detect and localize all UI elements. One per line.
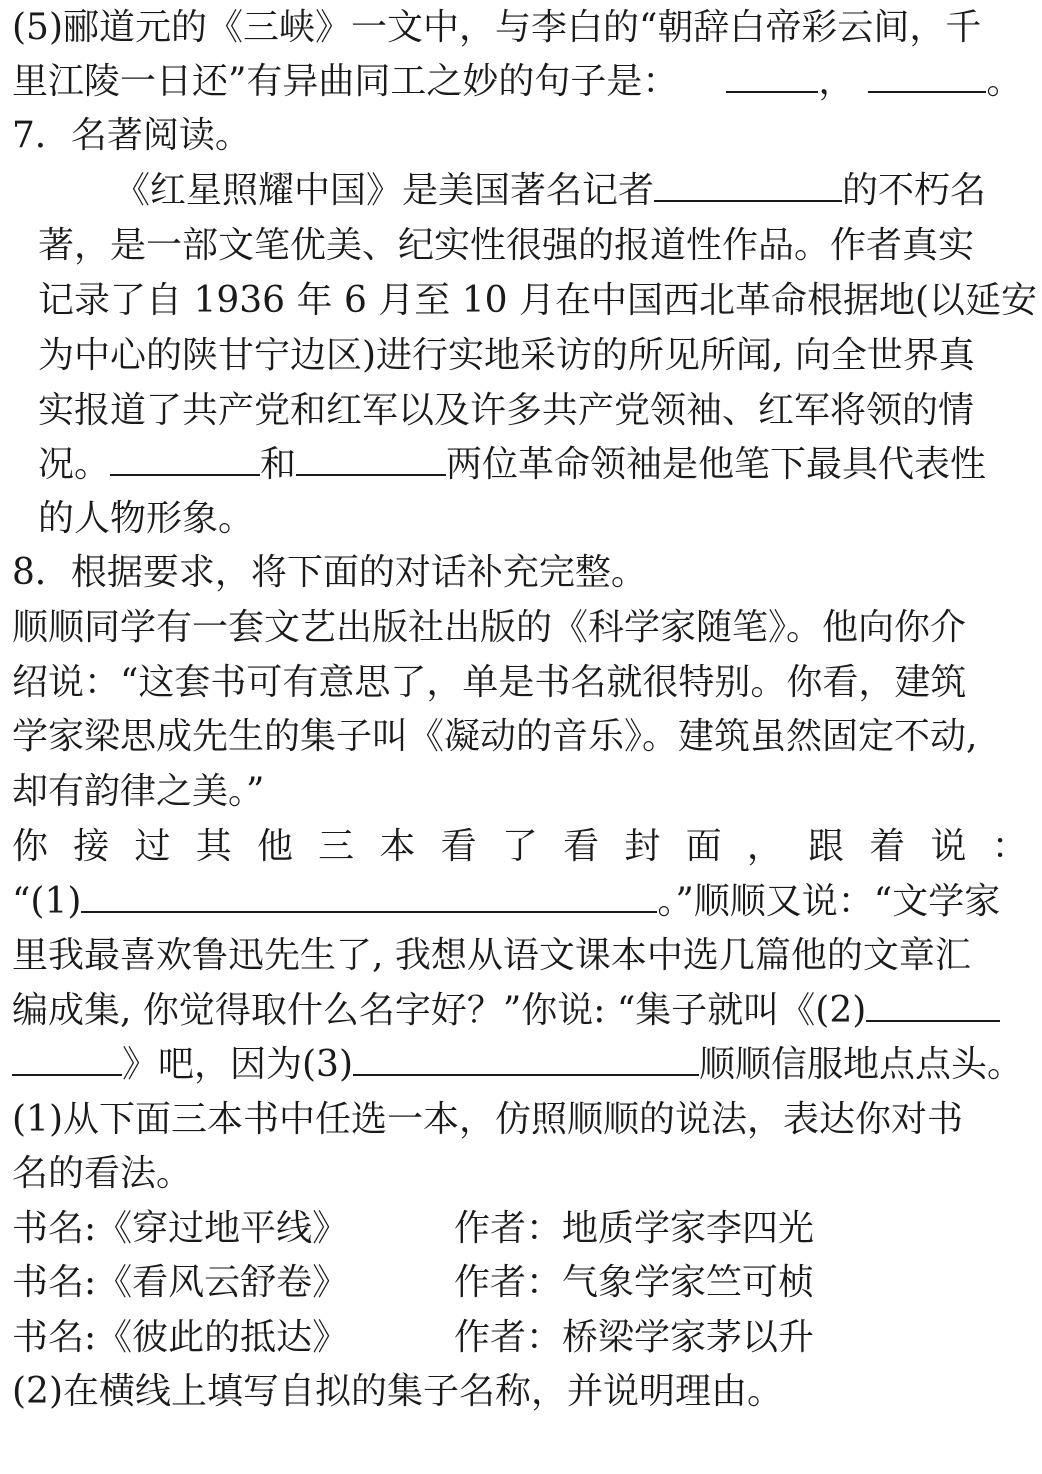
q8-blank-2[interactable] <box>866 990 1000 1022</box>
q8-para-line-3: 学家梁思成先生的集子叫《凝动的音乐》。建筑虽然固定不动, <box>12 716 978 757</box>
book-row <box>12 1261 814 1305</box>
book-title: 书名:《穿过地平线》 <box>12 1208 349 1249</box>
spread-char: 其 <box>195 826 232 867</box>
spread-char: 三 <box>318 826 355 867</box>
q7-header: 7．名著阅读。 <box>12 115 251 156</box>
spread-char: 看 <box>563 826 600 867</box>
q5-end: 。 <box>986 61 1023 102</box>
spread-char: 看 <box>440 826 477 867</box>
spread-char: 接 <box>73 826 110 867</box>
q8-sub1-line-2: 名的看法。 <box>12 1153 193 1194</box>
q7-line-6-a: 况。 <box>38 444 111 485</box>
book-title: 书名:《看风云舒卷》 <box>12 1262 349 1303</box>
q5-blank-1[interactable] <box>726 61 818 93</box>
q8-spread-line <box>12 825 1028 869</box>
q8-para-line-4: 却有韵律之美。” <box>12 771 265 812</box>
q7-line-3: 记录了自 1936 年 6 月至 10 月在中国西北革命根据地(以延安 <box>38 280 1038 321</box>
spread-char: 面 <box>685 826 722 867</box>
q7-blank-leader-1[interactable] <box>110 444 260 476</box>
q8-blank-1[interactable] <box>81 881 657 913</box>
q7-line-2: 著，是一部文笔优美、纪实性很强的报道性作品。作者真实 <box>38 225 975 266</box>
q7-line-1-b: 的不朽名 <box>842 170 987 211</box>
q7-line-1 <box>114 169 986 213</box>
q7-line-6-b: 和 <box>260 444 297 485</box>
book-row <box>12 1316 814 1360</box>
spread-char: 着 <box>869 826 906 867</box>
book-row <box>12 1207 814 1251</box>
q8-blank-2-cont[interactable] <box>12 1044 122 1076</box>
book-author: 作者：气象学家竺可桢 <box>454 1262 815 1303</box>
q8-answer-3-label: 》吧，因为(3) <box>122 1044 353 1085</box>
q8-header: 8．根据要求，将下面的对话补充完整。 <box>12 552 647 593</box>
q8-answer-1-label: “(1) <box>12 881 82 922</box>
q8-blank-3[interactable] <box>353 1044 699 1076</box>
q5-line-2-text: 里江陵一日还”有异曲同工之妙的句子是： <box>12 61 679 102</box>
q8-answer-1-after: 。”顺顺又说：“文学家 <box>657 881 1001 922</box>
q5-line-2 <box>12 60 1022 104</box>
q8-answer-2-label: 编成集, 你觉得取什么名字好？”你说: “集子就叫《(2) <box>12 990 867 1031</box>
book-title: 书名:《彼此的抵达》 <box>12 1317 349 1358</box>
q8-sub2: (2)在横线上填写自拟的集子名称，并说明理由。 <box>12 1371 783 1412</box>
spread-char: 过 <box>134 826 171 867</box>
q7-line-6 <box>38 443 986 487</box>
book-author: 作者：桥梁学家茅以升 <box>454 1317 815 1358</box>
q5-separator: ， <box>818 61 855 102</box>
spread-char: 跟 <box>808 826 845 867</box>
q7-blank-journalist[interactable] <box>654 170 842 202</box>
q5-blank-2[interactable] <box>868 61 986 93</box>
q8-para-line-2: 绍说：“这套书可有意思了，单是书名就很特别。你看，建筑 <box>12 662 967 703</box>
q7-line-1-a: 《红星照耀中国》是美国著名记者 <box>114 170 655 211</box>
spread-char: 本 <box>379 826 416 867</box>
spread-char: ， <box>746 826 783 867</box>
q8-answer-3-after: 顺顺信服地点点头。 <box>699 1044 1024 1085</box>
q7-line-6-c: 两位革命领袖是他笔下最具代表性 <box>446 444 987 485</box>
q8-line-answer-2 <box>12 989 1000 1033</box>
q8-sub1-line-1: (1)从下面三本书中任选一本，仿照顺顺的说法，表达你对书 <box>12 1099 963 1140</box>
spread-char: 说 <box>930 826 967 867</box>
spread-char: 了 <box>501 826 538 867</box>
q7-line-4: 为中心的陕甘宁边区)进行实地采访的所见所闻, 向全世界真 <box>38 335 975 376</box>
q8-para-line-7: 里我最喜欢鲁迅先生了, 我想从语文课本中选几篇他的文章汇 <box>12 935 971 976</box>
spread-char: ： <box>991 826 1028 867</box>
q7-line-7: 的人物形象。 <box>38 498 255 539</box>
spread-char: 他 <box>256 826 293 867</box>
q7-blank-leader-2[interactable] <box>296 444 446 476</box>
book-author: 作者：地质学家李四光 <box>454 1208 815 1249</box>
spread-char: 封 <box>624 826 661 867</box>
q8-line-answer-3 <box>12 1043 1023 1087</box>
q8-para-line-1: 顺顺同学有一套文艺出版社出版的《科学家随笔》。他向你介 <box>12 607 967 648</box>
q8-line-answer-1 <box>12 880 1000 924</box>
q5-line-1: (5)郦道元的《三峡》一文中，与李白的“朝辞白帝彩云间，千 <box>12 7 982 48</box>
q7-line-5: 实报道了共产党和红军以及许多共产党领袖、红军将领的情 <box>38 390 975 431</box>
spread-char: 你 <box>12 826 49 867</box>
